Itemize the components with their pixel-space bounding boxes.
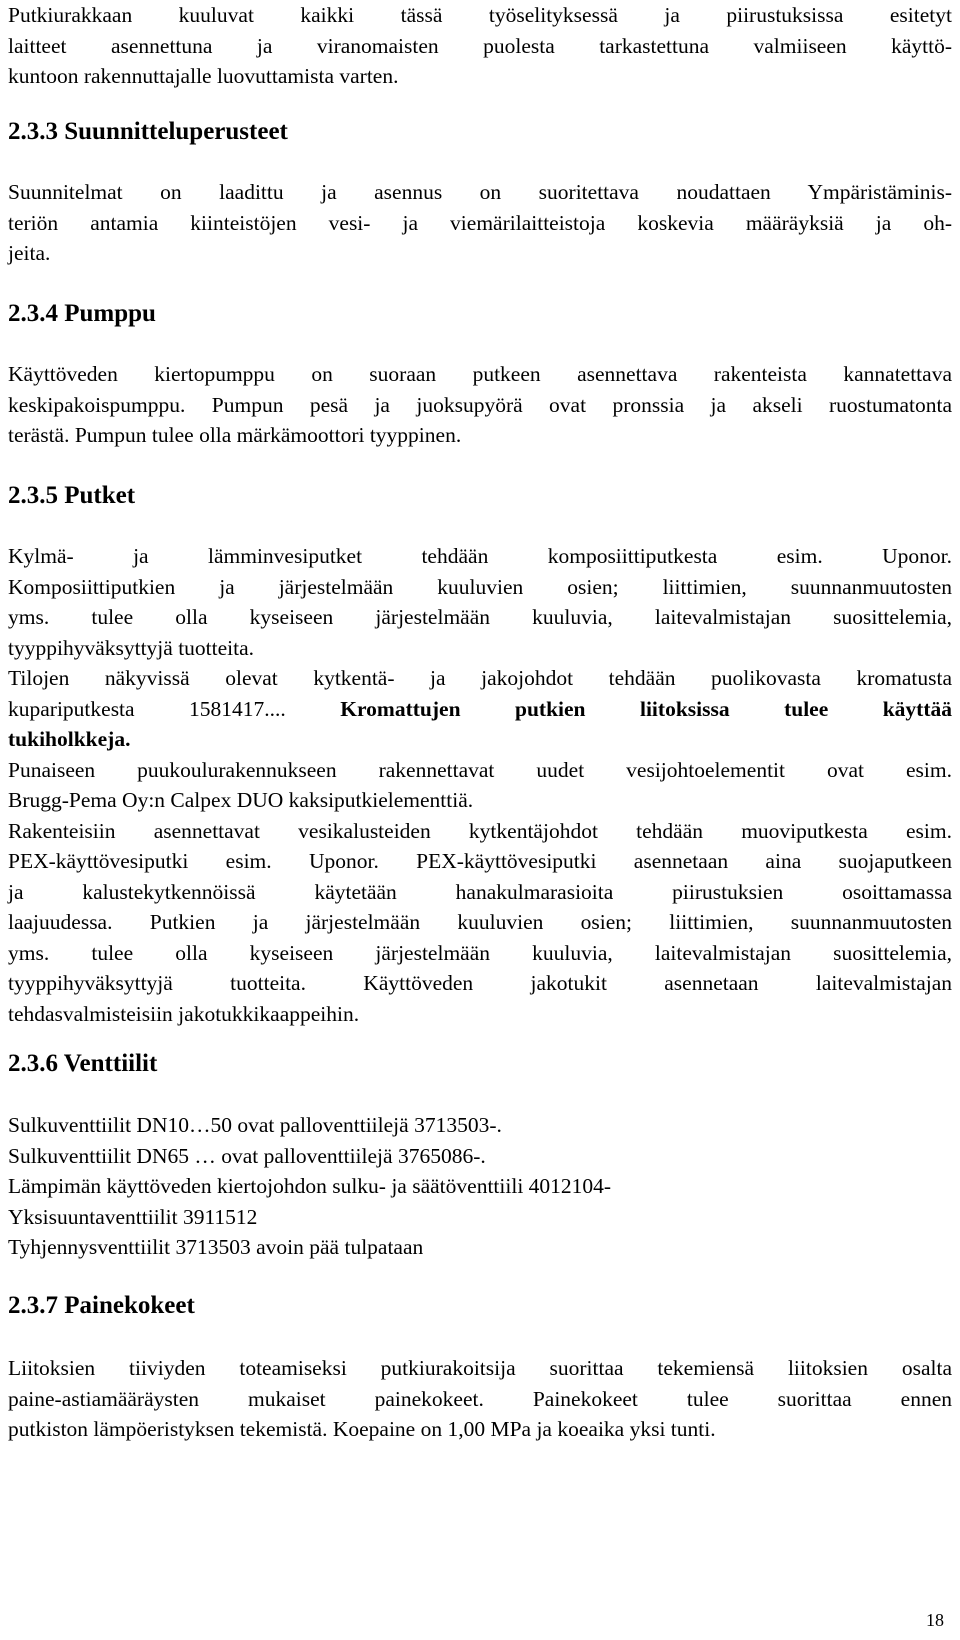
text-line: terästä. Pumpun tulee olla märkämoottori tyyppinen. bbox=[8, 423, 462, 447]
list-item: Tyhjennysventtiilit 3713503 avoin pää tulpataan bbox=[8, 1235, 424, 1259]
text-line: Kylmä- ja lämminvesiputket tehdään komposiittiputkesta esim. Uponor. bbox=[8, 544, 952, 568]
emphasis-run: Kromattujen putkien liitoksissa tulee käyttää bbox=[340, 696, 953, 721]
text-line: Punaiseen puukoulurakennukseen rakennettavat uudet vesijohtoelementit ovat esim. bbox=[8, 757, 952, 782]
list-venttiilit bbox=[8, 1110, 952, 1263]
page-number: 18 bbox=[926, 1610, 944, 1630]
list-item: Lämpimän käyttöveden kiertojohdon sulku- ja säätöventtiili 4012104- bbox=[8, 1174, 612, 1198]
paragraph-putket bbox=[8, 541, 952, 1029]
section-heading-2-3-4: 2.3.4 Pumppu bbox=[8, 300, 156, 327]
text-line: yms. tulee olla kyseiseen järjestelmään kuuluvia, laitevalmistajan suosittelemia, bbox=[8, 940, 952, 965]
list-item: Yksisuuntaventtiilit 3911512 bbox=[8, 1204, 258, 1229]
text-line: yms. tulee olla kyseiseen järjestelmään kuuluvia, laitevalmistajan suosittelemia, bbox=[8, 605, 952, 629]
section-heading-2-3-5: 2.3.5 Putket bbox=[8, 482, 136, 509]
list-item: Sulkuventtiilit DN10…50 ovat palloventtiilejä 3713503-. bbox=[8, 1113, 502, 1137]
section-heading-2-3-7: 2.3.7 Painekokeet bbox=[8, 1292, 195, 1319]
text-line: Suunnitelmat on laadittu ja asennus on suoritettava noudattaen Ympäristäminis- bbox=[8, 180, 952, 204]
text-line: kuntoon rakennuttajalle luovuttamista varten. bbox=[8, 64, 399, 88]
text-line: tyyppihyväksyttyjä tuotteita. Käyttöveden jakotukit asennetaan laitevalmistajan bbox=[8, 971, 952, 995]
text-line: laitteet asennettuna ja viranomaisten puolesta tarkastettuna valmiiseen käyttö- bbox=[8, 33, 952, 58]
text-line: Putkiurakkaan kuuluvat kaikki tässä työselityksessä ja piirustuksissa esitetyt bbox=[8, 3, 952, 27]
text-line: Liitoksien tiiviyden toteamiseksi putkiurakoitsija suorittaa tekemiensä liitoksien osalta bbox=[8, 1356, 952, 1380]
text-line: Brugg-Pema Oy:n Calpex DUO kaksiputkielementtiä. bbox=[8, 788, 474, 812]
section-heading-2-3-3: 2.3.3 Suunnitteluperusteet bbox=[8, 118, 288, 145]
text-line: putkiston lämpöeristyksen tekemistä. Koepaine on 1,00 MPa ja koeaika yksi tunti. bbox=[8, 1417, 716, 1441]
text-line: Tilojen näkyvissä olevat kytkentä- ja jakojohdot tehdään puolikovasta kromatusta bbox=[8, 666, 952, 690]
text-line: tehdasvalmisteisiin jakotukkikaappeihin. bbox=[8, 1001, 360, 1026]
text-line: tukiholkkeja. bbox=[8, 727, 131, 751]
text-line-mixed bbox=[8, 694, 952, 725]
section-heading-2-3-6: 2.3.6 Venttiilit bbox=[8, 1050, 158, 1077]
text-line: keskipakoispumppu. Pumpun pesä ja juoksupyörä ovat pronssia ja akseli ruostumatonta bbox=[8, 392, 952, 417]
text-line: jeita. bbox=[8, 241, 51, 265]
text-line: paine-astiamääräysten mukaiset painekokeet. Painekokeet tulee suorittaa ennen bbox=[8, 1386, 952, 1411]
text-line: laajuudessa. Putkien ja järjestelmään kuuluvien osien; liittimien, suunnanmuutosten bbox=[8, 910, 952, 934]
text-line: Rakenteisiin asennettavat vesikalusteiden kytkentäjohdot tehdään muoviputkesta esim. bbox=[8, 818, 952, 843]
text-line: PEX-käyttövesiputki esim. Uponor. PEX-käyttövesiputki asennetaan aina suojaputkeen bbox=[8, 849, 952, 873]
intro-paragraph bbox=[8, 0, 952, 92]
paragraph-pumppu bbox=[8, 359, 952, 451]
text-line: ja kalustekytkennöissä käytetään hanakulmarasioita piirustuksien osoittamassa bbox=[8, 879, 952, 904]
paragraph-painekokeet bbox=[8, 1353, 952, 1445]
paragraph-suunnitteluperusteet bbox=[8, 177, 952, 269]
text-line: tyyppihyväksyttyjä tuotteita. bbox=[8, 635, 255, 660]
text-line: teriön antamia kiinteistöjen vesi- ja viemärilaitteistoja koskevia määräyksiä ja oh- bbox=[8, 210, 952, 235]
list-item: Sulkuventtiilit DN65 … ovat palloventtiilejä 3765086-. bbox=[8, 1143, 486, 1168]
text-line: Käyttöveden kiertopumppu on suoraan putkeen asennettava rakenteista kannatettava bbox=[8, 362, 952, 386]
text-line: Komposiittiputkien ja järjestelmään kuuluvien osien; liittimien, suunnanmuutosten bbox=[8, 574, 952, 599]
text-run: kupariputkesta 1581417.... bbox=[8, 696, 286, 721]
